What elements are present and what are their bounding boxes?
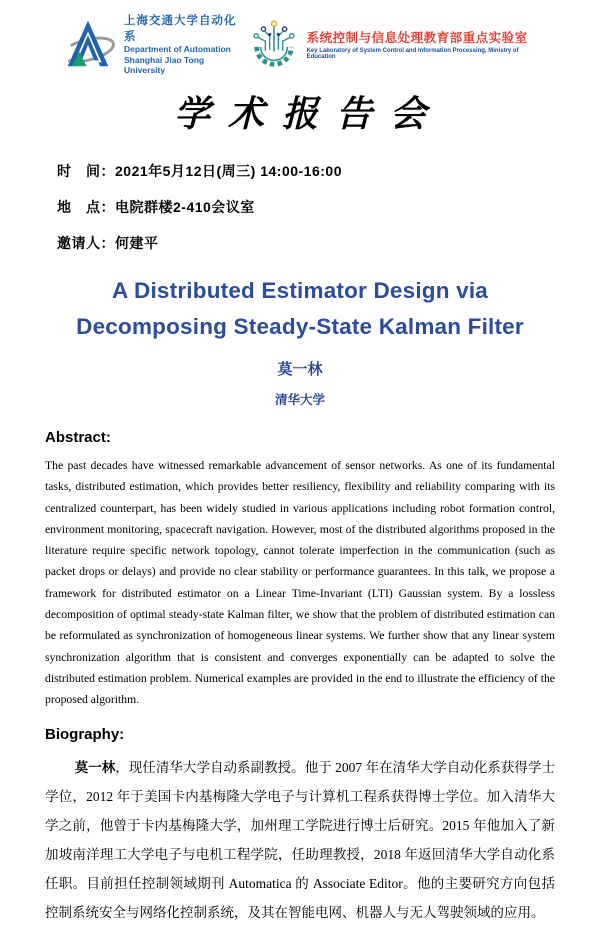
- key-lab-en: Key Laboratory of System Control and Information Processing, Ministry of Education: [306, 48, 519, 60]
- talk-title-line1: A Distributed Estimator Design via: [111, 278, 489, 303]
- biography-speaker-name: 莫一林: [74, 759, 116, 775]
- sjtu-logo-en2: Shanghai Jiao Tong University: [124, 54, 205, 76]
- biography-body: [45, 753, 555, 927]
- meeting-details: [45, 161, 555, 253]
- biography-heading: Biography:: [45, 725, 125, 743]
- sjtu-logo-cn: 上海交通大学自动化系: [124, 15, 237, 44]
- detail-inviter: [57, 233, 555, 253]
- speaker-affiliation: 清华大学: [274, 393, 325, 407]
- biography-text: ，现任清华大学自动系副教授。他于 2007 年在清华大学自动化系获得学士学位，2012 年于美国卡内基梅隆大学电子与计算机工程系获得博士学位。加入清华大学之前，他曾于卡内基梅隆大学，加州理工学院进行博士后研究。2015 年他加入了新加坡南洋理工大学电子与电机工程学院，任助理教授，2018 年返回清华大学自动化系任职。目前担任控制领域期刊 Automatica 的 Associate Editor。他的主要研究方向包括控制系统安全与网络化控制系统，及其在智能电网、机器人与无人驾驶领域的应用。: [45, 759, 555, 920]
- detail-time: [57, 161, 555, 181]
- banner-title: 学术报告会: [173, 93, 444, 135]
- abstract-heading: Abstract:: [45, 429, 111, 446]
- detail-inviter-label: 邀请人：: [57, 235, 115, 251]
- abstract-body: The past decades have witnessed remarkable advancement of sensor networks. As one of its fundamental tasks, distributed estimation, which provides better resiliency, flexibility and reliability comparing with its centralized counterpart, has been widely studied in various applications including robot formation control, environment monitoring, spacecraft navigation. However, most of the distributed algorithms proposed in the literature require specific network topology, cannot tolerate imperfection in the communication (such as packet drops or delays) and provide no clear stability or performance guarantees. In this talk, we propose a framework for distributed estimator on a Linear Time-Invariant (LTI) Gaussian system. By a lossless decomposition of optimal steady-state Kalman filter, we show that the problem of distributed estimation can be reformulated as synchronization of homogeneous linear systems. We further show that any linear system synchronization algorithm that is consistent and converges exponentially can be adapted to solve the distributed estimation problem. Numerical examples are provided in the end to illustrate the efficiency of the proposed algorithm.: [45, 459, 555, 707]
- key-lab-logo-text: [307, 28, 547, 60]
- talk-title-line2: Decomposing Steady-State Kalman Filter: [76, 314, 524, 339]
- sjtu-logo-text: [124, 12, 248, 76]
- talk-title: [45, 273, 555, 345]
- header-logos: [45, 14, 555, 74]
- biography-section: [45, 726, 555, 927]
- sjtu-logo-en1: Department of Automation: [124, 44, 231, 55]
- speaker-name: 莫一林: [277, 361, 323, 378]
- detail-time-label: 时 间：: [57, 163, 115, 179]
- detail-location-value: 电院群楼2-410会议室: [115, 199, 255, 215]
- sjtu-triangle-logo-icon: [59, 17, 117, 71]
- detail-location: [57, 197, 555, 217]
- detail-inviter-value: 何建平: [115, 235, 159, 251]
- gear-circuit-logo-icon: [248, 17, 300, 71]
- sjtu-automation-logo: [59, 12, 248, 76]
- detail-location-label: 地 点：: [57, 199, 115, 215]
- abstract-section: [45, 429, 555, 711]
- key-lab-cn: 系统控制与信息处理教育部重点实验室: [306, 31, 528, 45]
- detail-time-value: 2021年5月12日(周三) 14:00-16:00: [115, 163, 342, 179]
- key-lab-logo: [248, 17, 547, 71]
